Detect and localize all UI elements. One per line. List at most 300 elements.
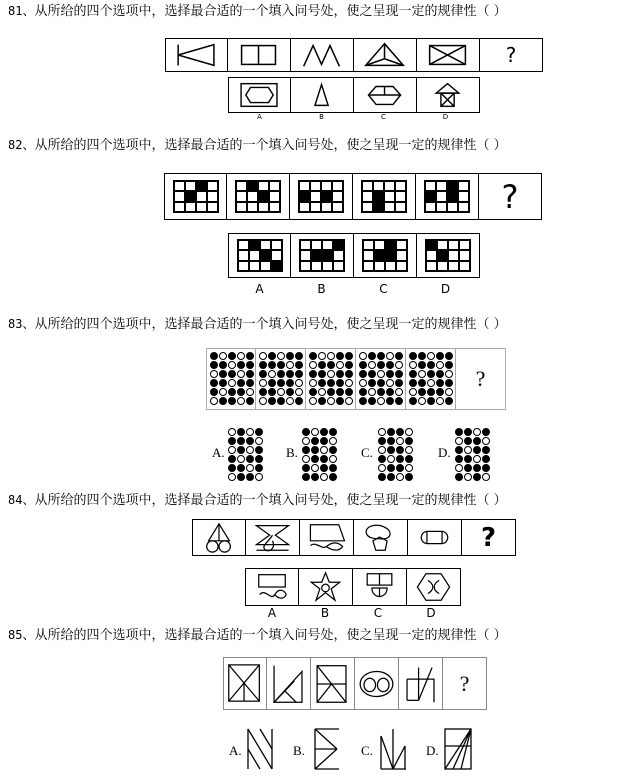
q85-figure-2 [267, 657, 311, 710]
grid-cell [426, 261, 437, 271]
black-dot [378, 437, 386, 445]
black-dot [464, 437, 472, 445]
q82-sequence-row [164, 173, 542, 220]
grid-cell [269, 191, 280, 201]
grid-cell [436, 191, 447, 201]
black-dot [387, 464, 395, 472]
black-dot [302, 428, 310, 436]
grid-cell [258, 181, 269, 191]
grid-cell [448, 261, 459, 271]
grid-cell [260, 261, 271, 271]
q81-option-a[interactable] [228, 77, 291, 113]
grid-cell [311, 240, 322, 250]
white-dot [405, 446, 413, 454]
q81-figure-2 [228, 38, 291, 72]
q82-option-b[interactable] [291, 233, 354, 278]
grid-cell [258, 191, 269, 201]
q84-label-c: C [373, 606, 383, 620]
black-dot [464, 455, 472, 463]
black-dot [482, 464, 490, 472]
white-dot [473, 455, 481, 463]
grid-cell [300, 261, 311, 271]
black-dot [246, 437, 254, 445]
q84-label-b: B [320, 606, 330, 620]
q85-question-cell [443, 657, 487, 710]
black-dot [482, 446, 490, 454]
black-dot [455, 473, 463, 481]
white-dot [237, 455, 245, 463]
white-dot [329, 455, 337, 463]
question-text: 从所给的四个选项中，选择最合适的一个填入问号处，使之呈现一定的规律性（ ） [34, 493, 507, 508]
black-dot [378, 473, 386, 481]
question-mark: ? [459, 670, 470, 696]
grid-cell [373, 191, 384, 201]
black-dot [405, 437, 413, 445]
q85-figure-4 [355, 657, 399, 710]
grid-cell [448, 240, 459, 250]
question-number: 81、 [8, 4, 35, 18]
black-dot [329, 464, 337, 472]
grid-cell [374, 250, 385, 260]
grid-cell [311, 250, 322, 260]
white-dot [396, 437, 404, 445]
white-dot [378, 428, 386, 436]
black-dot [482, 428, 490, 436]
grid-cell [396, 240, 407, 250]
grid-cell [384, 202, 395, 212]
q81-label-a: A [257, 113, 262, 121]
q82-figure-3 [290, 173, 353, 220]
q82-label-b: B [317, 282, 326, 296]
grid-cell [459, 250, 470, 260]
black-dot [455, 455, 463, 463]
grid-cell [426, 250, 437, 260]
q85-label-c: C. [361, 743, 373, 758]
grid-cell [425, 181, 436, 191]
white-dot [311, 464, 319, 472]
q84-label-a: A [267, 606, 277, 620]
q84-figure-5 [408, 519, 462, 556]
white-dot [255, 437, 263, 445]
white-dot [405, 428, 413, 436]
question-82-title [8, 137, 507, 154]
question-mark: ? [505, 43, 517, 67]
white-dot [464, 446, 472, 454]
grid-cell [236, 202, 247, 212]
grid-cell [196, 191, 207, 201]
grid-cell [322, 250, 333, 260]
q85-option-a[interactable] [243, 726, 277, 772]
black-dot [255, 446, 263, 454]
white-dot [246, 428, 254, 436]
white-dot [246, 464, 254, 472]
black-dot [387, 437, 395, 445]
black-dot [237, 464, 245, 472]
grid-figure [235, 180, 281, 213]
q85-figure-3 [311, 657, 355, 710]
grid-cell [395, 181, 406, 191]
grid-cell [247, 202, 258, 212]
grid-cell [174, 181, 185, 191]
white-dot [378, 464, 386, 472]
question-mark: ? [475, 366, 486, 391]
question-81-title [8, 3, 507, 20]
black-dot [473, 446, 481, 454]
q85-label-a: A. [229, 743, 242, 758]
black-dot [455, 446, 463, 454]
white-dot [329, 437, 337, 445]
q85-label-b: B. [293, 743, 305, 758]
black-dot [405, 473, 413, 481]
grid-cell [207, 181, 218, 191]
black-dot [237, 473, 245, 481]
grid-cell [373, 202, 384, 212]
question-text: 从所给的四个选项中，选择最合适的一个填入问号处，使之呈现一定的规律性（ ） [34, 4, 507, 19]
q84-option-a[interactable] [245, 568, 299, 606]
grid-cell [374, 240, 385, 250]
q82-figure-4 [353, 173, 416, 220]
grid-cell [236, 191, 247, 201]
black-dot [237, 446, 245, 454]
q84-sequence-row [192, 519, 516, 556]
grid-cell [384, 181, 395, 191]
black-dot [237, 428, 245, 436]
grid-cell [332, 191, 343, 201]
question-number: 85、 [8, 628, 35, 642]
black-dot [320, 428, 328, 436]
q81-figure-4 [354, 38, 417, 72]
white-dot [246, 446, 254, 454]
q81-option-d[interactable] [417, 77, 480, 113]
white-dot [455, 437, 463, 445]
grid-cell [207, 191, 218, 201]
q85-figure-1 [223, 657, 267, 710]
grid-cell [322, 240, 333, 250]
grid-cell [458, 181, 469, 191]
black-dot [302, 473, 310, 481]
grid-figure [361, 180, 407, 213]
q82-option-a[interactable] [228, 233, 291, 278]
q84-figure-4 [354, 519, 408, 556]
white-dot [482, 437, 490, 445]
grid-cell [425, 202, 436, 212]
q81-figure-1 [165, 38, 228, 72]
question-number: 83、 [8, 317, 35, 331]
black-dot [387, 446, 395, 454]
black-dot [464, 464, 472, 472]
grid-cell [185, 202, 196, 212]
white-dot [320, 473, 328, 481]
q85-sequence-row [223, 657, 487, 710]
grid-cell [362, 181, 373, 191]
black-dot [473, 437, 481, 445]
q82-label-a: A [255, 282, 264, 296]
grid-cell [321, 191, 332, 201]
question-85 [0, 622, 642, 777]
grid-cell [271, 261, 282, 271]
grid-figure [425, 239, 471, 272]
q81-label-c: C [381, 113, 386, 121]
black-dot [396, 455, 404, 463]
black-dot [302, 464, 310, 472]
grid-cell [384, 191, 395, 201]
q81-sequence-row [165, 38, 543, 72]
q84-label-d: D [426, 606, 436, 620]
white-dot [464, 473, 472, 481]
grid-cell [362, 202, 373, 212]
grid-cell [363, 240, 374, 250]
grid-cell [310, 191, 321, 201]
q81-question-cell [480, 38, 543, 72]
grid-cell [385, 261, 396, 271]
grid-cell [207, 202, 218, 212]
black-dot [482, 455, 490, 463]
grid-cell [458, 202, 469, 212]
black-dot [246, 473, 254, 481]
grid-cell [299, 202, 310, 212]
q81-figure-3 [291, 38, 354, 72]
question-mark: ? [501, 177, 519, 216]
grid-cell [249, 240, 260, 250]
q85-option-d[interactable] [441, 726, 475, 772]
black-dot [237, 437, 245, 445]
black-dot [387, 428, 395, 436]
grid-cell [373, 181, 384, 191]
grid-cell [269, 181, 280, 191]
grid-cell [238, 240, 249, 250]
black-dot [464, 428, 472, 436]
grid-cell [174, 202, 185, 212]
white-dot [378, 446, 386, 454]
question-text: 从所给的四个选项中，选择最合适的一个填入问号处，使之呈现一定的规律性（ ） [34, 138, 507, 153]
q82-figure-5 [416, 173, 479, 220]
q84-options-row [245, 568, 461, 606]
q84-figure-3 [300, 519, 354, 556]
grid-cell [363, 261, 374, 271]
black-dot [378, 455, 386, 463]
white-dot [228, 473, 236, 481]
black-dot [320, 464, 328, 472]
grid-figure [173, 180, 219, 213]
grid-cell [385, 240, 396, 250]
grid-cell [260, 240, 271, 250]
grid-cell [300, 250, 311, 260]
q84-question-cell [462, 519, 516, 556]
grid-cell [333, 261, 344, 271]
grid-cell [395, 191, 406, 201]
grid-cell [426, 240, 437, 250]
grid-figure [424, 180, 470, 213]
black-dot [329, 473, 337, 481]
q85-option-b[interactable] [309, 726, 343, 772]
q82-figure-1 [164, 173, 227, 220]
black-dot [387, 473, 395, 481]
black-dot [455, 428, 463, 436]
q81-figure-5 [417, 38, 480, 72]
black-dot [320, 437, 328, 445]
grid-cell [249, 261, 260, 271]
q82-option-d[interactable] [417, 233, 480, 278]
grid-cell [310, 181, 321, 191]
grid-cell [311, 261, 322, 271]
question-85-title [8, 627, 507, 644]
grid-cell [447, 202, 458, 212]
q83-option-a[interactable] [228, 428, 263, 481]
question-text: 从所给的四个选项中，选择最合适的一个填入问号处，使之呈现一定的规律性（ ） [34, 317, 507, 332]
q83-option-b[interactable] [302, 428, 337, 481]
grid-cell [333, 250, 344, 260]
grid-cell [436, 181, 447, 191]
grid-cell [236, 181, 247, 191]
black-dot [311, 455, 319, 463]
q81-option-b[interactable] [291, 77, 354, 113]
grid-figure [362, 239, 408, 272]
grid-cell [396, 250, 407, 260]
question-text: 从所给的四个选项中，选择最合适的一个填入问号处，使之呈现一定的规律性（ ） [34, 628, 507, 643]
grid-cell [300, 240, 311, 250]
q84-figure-1 [192, 519, 246, 556]
grid-cell [271, 250, 282, 260]
q85-figure-5 [399, 657, 443, 710]
grid-cell [271, 240, 282, 250]
grid-cell [437, 240, 448, 250]
grid-cell [196, 181, 207, 191]
grid-cell [448, 250, 459, 260]
q84-option-b[interactable] [299, 568, 353, 606]
black-dot [329, 446, 337, 454]
white-dot [473, 428, 481, 436]
q83-label-d: D. [438, 445, 451, 460]
grid-cell [362, 191, 373, 201]
q81-options-row [228, 77, 480, 113]
white-dot [482, 473, 490, 481]
black-dot [302, 446, 310, 454]
q83-label-b: B. [286, 445, 298, 460]
q81-label-d: D [442, 113, 449, 121]
grid-figure [298, 180, 344, 213]
q82-option-c[interactable] [354, 233, 417, 278]
black-dot [396, 464, 404, 472]
grid-figure [299, 239, 345, 272]
black-dot [246, 455, 254, 463]
q82-label-c: C [379, 282, 388, 296]
grid-cell [238, 261, 249, 271]
q83-label-c: C. [361, 445, 373, 460]
black-dot [228, 464, 236, 472]
black-dot [255, 464, 263, 472]
question-84 [0, 486, 642, 621]
grid-cell [333, 240, 344, 250]
grid-cell [322, 261, 333, 271]
q82-question-cell [479, 173, 542, 220]
grid-cell [174, 191, 185, 201]
question-number: 82、 [8, 138, 35, 152]
black-dot [311, 473, 319, 481]
grid-cell [249, 250, 260, 260]
grid-cell [238, 250, 249, 260]
grid-cell [437, 250, 448, 260]
q82-figure-2 [227, 173, 290, 220]
black-dot [228, 437, 236, 445]
black-dot [473, 473, 481, 481]
grid-cell [258, 202, 269, 212]
black-dot [329, 428, 337, 436]
q84-option-c[interactable] [353, 568, 407, 606]
white-dot [302, 455, 310, 463]
grid-cell [374, 261, 385, 271]
grid-cell [185, 191, 196, 201]
grid-figure [237, 239, 283, 272]
q84-option-d[interactable] [407, 568, 461, 606]
q81-option-c[interactable] [354, 77, 417, 113]
white-dot [228, 446, 236, 454]
grid-cell [447, 191, 458, 201]
white-dot [455, 464, 463, 472]
grid-cell [395, 202, 406, 212]
white-dot [387, 455, 395, 463]
q84-figure-2 [246, 519, 300, 556]
black-dot [396, 428, 404, 436]
grid-cell [185, 181, 196, 191]
white-dot [320, 446, 328, 454]
q82-options-row [228, 233, 480, 278]
grid-cell [363, 250, 374, 260]
q82-label-d: D [440, 282, 451, 296]
question-84-title [8, 492, 507, 509]
black-dot [228, 455, 236, 463]
grid-cell [437, 261, 448, 271]
grid-cell [310, 202, 321, 212]
black-dot [311, 446, 319, 454]
q83-option-d[interactable] [455, 428, 490, 481]
white-dot [228, 428, 236, 436]
white-dot [396, 473, 404, 481]
q85-option-c[interactable] [376, 726, 410, 772]
grid-cell [299, 181, 310, 191]
black-dot [405, 455, 413, 463]
white-dot [302, 437, 310, 445]
grid-cell [425, 191, 436, 201]
q83-options-row [0, 307, 642, 482]
grid-cell [396, 261, 407, 271]
grid-cell [321, 181, 332, 191]
grid-cell [385, 250, 396, 260]
black-dot [311, 437, 319, 445]
grid-cell [332, 202, 343, 212]
q83-option-c[interactable] [378, 428, 413, 481]
question-number: 84、 [8, 493, 35, 507]
grid-cell [247, 181, 258, 191]
grid-cell [196, 202, 207, 212]
grid-cell [321, 202, 332, 212]
question-mark: ? [480, 522, 497, 553]
black-dot [396, 446, 404, 454]
question-81 [0, 0, 642, 120]
black-dot [473, 464, 481, 472]
black-dot [320, 455, 328, 463]
grid-cell [436, 202, 447, 212]
q85-label-d: D. [426, 743, 439, 758]
grid-cell [458, 191, 469, 201]
grid-cell [269, 202, 280, 212]
white-dot [311, 428, 319, 436]
grid-cell [299, 191, 310, 201]
q81-label-b: B [319, 113, 324, 121]
black-dot [255, 455, 263, 463]
black-dot [255, 428, 263, 436]
white-dot [405, 464, 413, 472]
white-dot [255, 473, 263, 481]
